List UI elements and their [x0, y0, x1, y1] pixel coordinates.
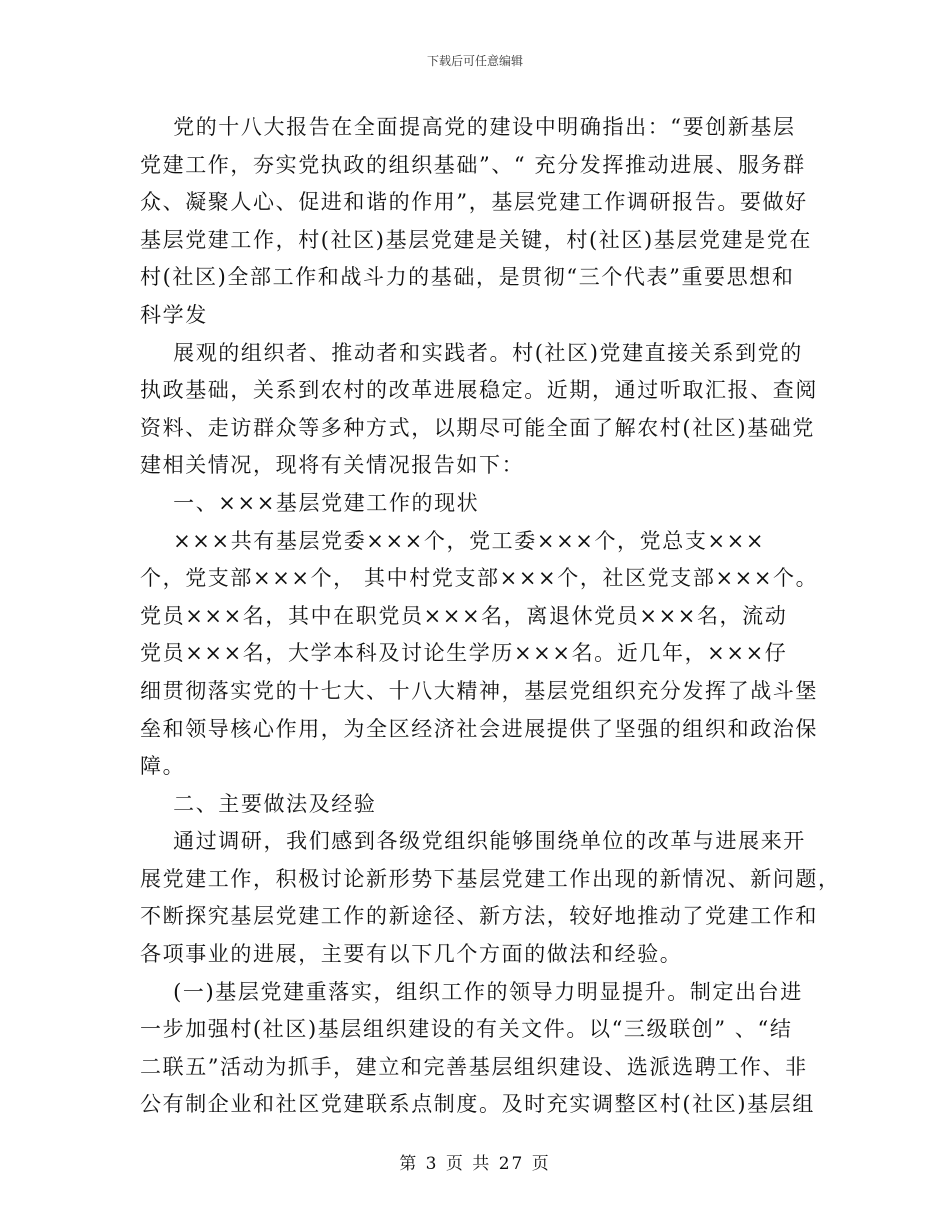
document-body	[140, 109, 841, 1124]
body-text-line: 障。	[140, 754, 186, 779]
body-text-line: 村(社区)全部工作和战斗力的基础，是贯彻“三个代表”重要思想和	[140, 265, 795, 290]
body-text-line: 二、主要做法及经验	[140, 791, 377, 816]
page-header: 下载后可任意编辑	[426, 54, 523, 68]
body-text-line: ×××共有基层党委×××个，党工委×××个，党总支×××	[140, 528, 766, 553]
body-text-line: 建相关情况，现将有关情况报告如下：	[140, 453, 525, 478]
body-text-line: 展党建工作，积极讨论新形势下基层党建工作出现的新情况、新问题，	[140, 866, 841, 891]
body-text-line: 二联五”活动为抓手，建立和完善基层组织建设、选派选聘工作、非	[140, 1054, 808, 1079]
body-text-line: (一)基层党建重落实，组织工作的领导力明显提升。制定出台进	[140, 979, 803, 1004]
body-text-line: 党员×××名，大学本科及讨论生学历×××名。近几年，×××仔	[140, 641, 788, 666]
body-text-line: 不断探究基层党建工作的新途径、新方法，较好地推动了党建工作和	[140, 904, 818, 929]
body-text-line: 垒和领导核心作用，为全区经济社会进展提供了坚强的组织和政治保	[140, 716, 818, 741]
body-text-line: 众、凝聚人心、促进和谐的作用”，基层党建工作调研报告。要做好	[140, 190, 808, 215]
body-text-line: 党员×××名，其中在职党员×××名，离退休党员×××名，流动	[140, 603, 788, 628]
body-text-line: 公有制企业和社区党建联系点制度。及时充实调整区村(社区)基层组	[140, 1092, 815, 1117]
body-text-line: 一步加强村(社区)基层组织建设的有关文件。以“三级联创” 、“结	[140, 1017, 793, 1042]
body-text-line: 资料、走访群众等多种方式，以期尽可能全面了解农村(社区)基础党	[140, 415, 815, 440]
body-text-line: 通过调研，我们感到各级党组织能够围绕单位的改革与进展来开	[140, 829, 806, 854]
body-text-line: 党建工作，夯实党执政的组织基础”、“ 充分发挥推动进展、服务群	[140, 152, 806, 177]
body-text-line: 执政基础，关系到农村的改革进展稳定。近期，通过听取汇报、查阅	[140, 378, 818, 403]
body-text-line: 一、×××基层党建工作的现状	[140, 490, 480, 515]
body-text-line: 各项事业的进展，主要有以下几个方面的做法和经验。	[140, 942, 683, 967]
body-text-line: 个，党支部×××个， 其中村党支部×××个，社区党支部×××个。	[140, 566, 819, 591]
body-text-line: 细贯彻落实党的十七大、十八大精神，基层党组织充分发挥了战斗堡	[140, 678, 818, 703]
body-text-line: 科学发	[140, 302, 208, 327]
body-text-line: 党的十八大报告在全面提高党的建设中明确指出：“要创新基层	[140, 115, 796, 139]
body-text-line: 基层党建工作，村(社区)基层党建是关键，村(社区)基层党建是党在	[140, 227, 812, 252]
body-text-line: 展观的组织者、推动者和实践者。村(社区)党建直接关系到党的	[140, 340, 803, 365]
page-number: 第 3 页 共 27 页	[399, 1154, 551, 1174]
